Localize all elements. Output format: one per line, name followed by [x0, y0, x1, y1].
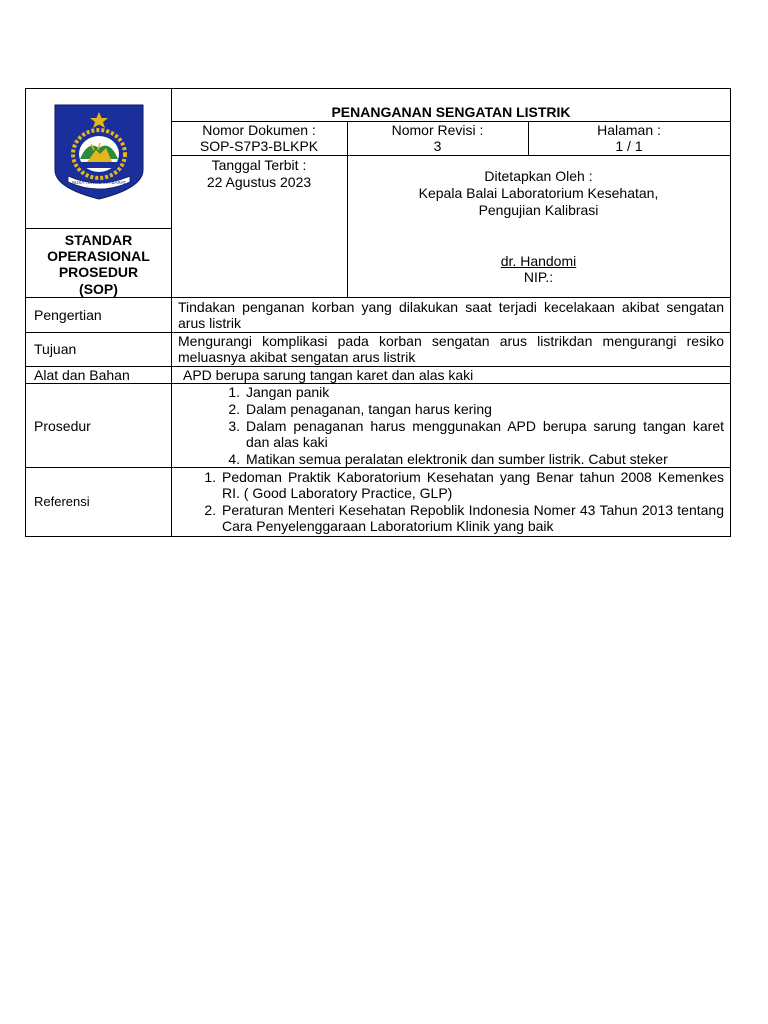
- prosedur-item-number: 1.: [228, 384, 240, 400]
- shield-emblem-icon: [54, 104, 144, 200]
- row-label-referensi: Referensi: [34, 494, 90, 509]
- referensi-item: [192, 502, 724, 534]
- referensi-item: [192, 469, 724, 501]
- prosedur-item: [216, 401, 724, 417]
- revision-label: Nomor Revisi :: [391, 122, 484, 138]
- revision-value: 3: [433, 138, 442, 154]
- sop-label-line3: PROSEDUR: [58, 264, 139, 280]
- doc-number-label: Nomor Dokumen :: [202, 122, 316, 138]
- document-title: PENANGANAN SENGATAN LISTRIK: [331, 104, 571, 120]
- row-label-pengertian: Pengertian: [34, 307, 102, 323]
- established-by-line2: Pengujian Kalibrasi: [478, 202, 599, 218]
- province-emblem-logo: [54, 104, 144, 200]
- referensi-item-number: 2.: [204, 502, 216, 518]
- page-value: 1 / 1: [615, 138, 643, 154]
- sop-label-line1: STANDAR: [64, 232, 133, 248]
- sop-label-line2: OPERASIONAL: [47, 248, 150, 264]
- row-label-alat-dan-bahan: Alat dan Bahan: [34, 367, 130, 383]
- alat-dan-bahan-text: APD berupa sarung tangan karet dan alas kaki: [183, 367, 474, 383]
- tujuan-text: Mengurangi komplikasi pada korban sengatan arus listrikdan mengurangi resiko meluasnya akibat sengatan arus listrik: [178, 333, 724, 365]
- issue-date-label: Tanggal Terbit :: [211, 157, 307, 173]
- prosedur-item: [216, 384, 724, 400]
- signatory-name: dr. Handomi: [500, 253, 577, 269]
- prosedur-item: [216, 451, 724, 467]
- referensi-item-text: Peraturan Menteri Kesehatan Repoblik Indonesia Nomer 43 Tahun 2013 tentang Cara Penyelenggaraan Laboratorium Klinik yang baik: [222, 502, 724, 534]
- referensi-item-text: Pedoman Praktik Kaboratorium Kesehatan yang Benar tahun 2008 Kemenkes RI. ( Good Laboratory Practice, GLP): [222, 469, 724, 501]
- row-label-tujuan: Tujuan: [34, 341, 77, 357]
- row-label-prosedur: Prosedur: [34, 418, 91, 434]
- established-by-line1: Kepala Balai Laboratorium Kesehatan,: [418, 185, 659, 201]
- referensi-item-number: 1.: [204, 469, 216, 485]
- prosedur-item: [216, 418, 724, 450]
- doc-number-value: SOP-S7P3-BLKPK: [199, 138, 319, 154]
- prosedur-item-number: 3.: [228, 418, 240, 434]
- prosedur-item-text: Dalam penaganan harus menggunakan APD berupa sarung tangan karet dan alas kaki: [246, 418, 724, 450]
- sop-label-line4: (SOP): [79, 281, 118, 297]
- pengertian-text: Tindakan penganan korban yang dilakukan saat terjadi kecelakaan akibat sengatan arus listrik: [178, 299, 724, 331]
- signatory-nip: NIP.:: [523, 269, 554, 285]
- logo-ribbon-text: NUSA TENGGARA BARAT: [71, 180, 127, 185]
- prosedur-item-number: 4.: [228, 451, 240, 467]
- established-by-label: Ditetapkan Oleh :: [484, 168, 593, 184]
- prosedur-item-text: Dalam penaganan, tangan harus kering: [246, 401, 492, 417]
- prosedur-item-text: Jangan panik: [246, 384, 330, 400]
- page-label: Halaman :: [597, 122, 661, 138]
- issue-date-value: 22 Agustus 2023: [206, 174, 312, 190]
- prosedur-item-number: 2.: [228, 401, 240, 417]
- prosedur-item-text: Matikan semua peralatan elektronik dan sumber listrik. Cabut steker: [246, 451, 668, 467]
